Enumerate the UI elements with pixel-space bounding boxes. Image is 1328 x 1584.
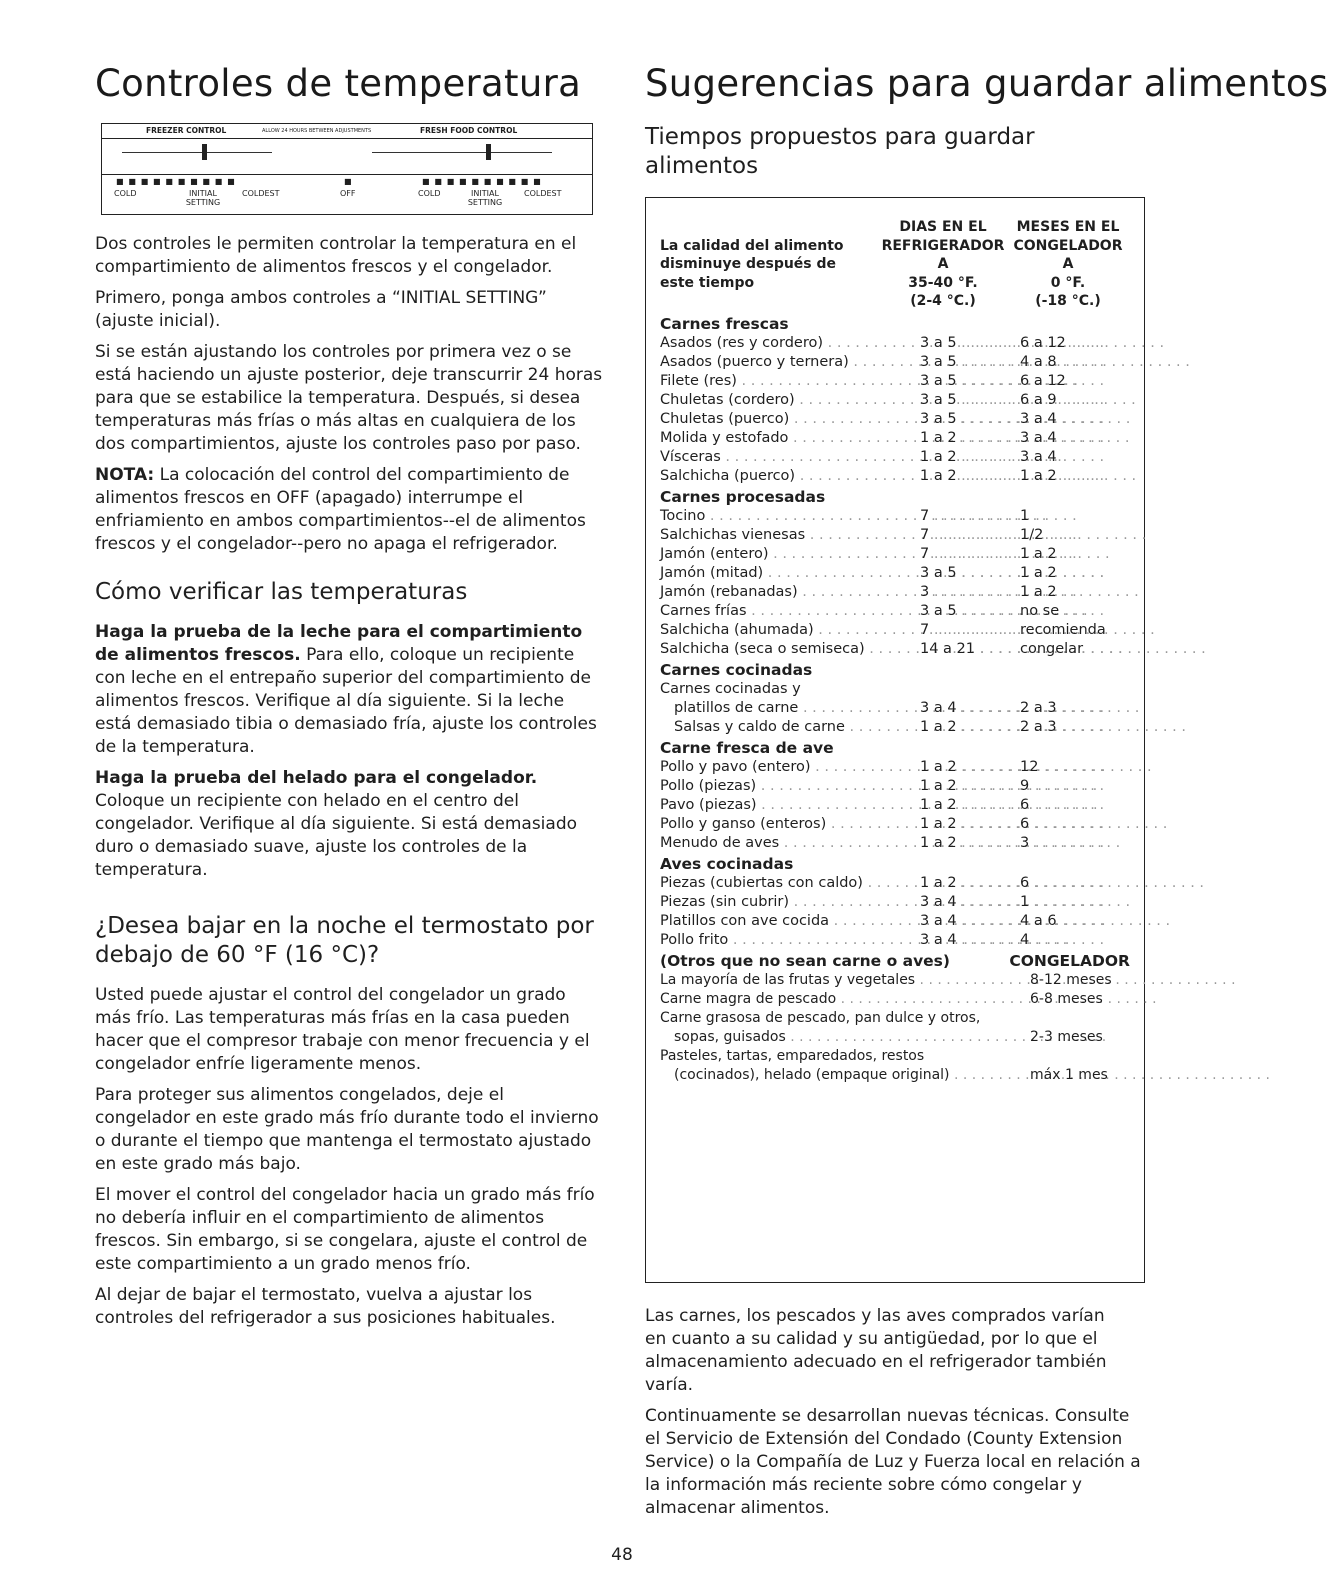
row-refrigerator: 1 a 2 . . .	[920, 874, 1020, 893]
table-row	[660, 640, 1130, 659]
row-freezer: 8-12 meses	[1030, 971, 1112, 988]
freezer-slider-knob[interactable]	[202, 144, 207, 160]
row-freezer: recomienda	[1020, 621, 1106, 638]
row-name: Pollo (piezas) . . .	[660, 777, 920, 796]
row-freezer: no se	[1020, 602, 1060, 619]
table-row	[660, 796, 1130, 815]
thermostat-paragraph-4: Al dejar de bajar el termostato, vuelva a ajustar los controles del refrigerador a sus posiciones habituales.	[95, 1285, 556, 1328]
ice-test-paragraph	[95, 767, 603, 882]
row-refrigerator: 7 . . .	[920, 507, 1020, 526]
control-scale	[102, 174, 592, 213]
header-col-refrigerator	[878, 218, 1008, 311]
verify-heading: Cómo verificar las temperaturas	[95, 579, 468, 605]
row-refrigerator: 1 a 2 . . .	[920, 467, 1020, 486]
row-freezer: 6 a 9	[1020, 391, 1057, 408]
row-refrigerator: 1 a 2 . . .	[920, 718, 1020, 737]
table-row	[660, 583, 1130, 602]
table-row	[660, 429, 1130, 448]
header-text: A	[1062, 256, 1074, 272]
table-body	[660, 315, 1130, 950]
section-title: Carnes procesadas	[660, 487, 826, 506]
row-name: (cocinados), helado (empaque original) . . .	[674, 1066, 1030, 1085]
thermostat-paragraph-2: Para proteger sus alimentos congelados, deje el congelador en este grado más frío durante todo el invierno o durante el tiempo que mantenga el termostato ajustado en este grado más bajo.	[95, 1085, 599, 1174]
table-row	[660, 448, 1130, 467]
table-row	[660, 912, 1130, 931]
header-text: La calidad del alimento	[660, 237, 844, 254]
table-row	[660, 1047, 1130, 1066]
row-name: Menudo de aves . . .	[660, 834, 920, 853]
table-row	[660, 893, 1130, 912]
fresh-cold-label: COLD	[418, 189, 441, 198]
fresh-scale-marks: ■ ■ ■ ■ ■ ■ ■ ■ ■ ■	[422, 177, 542, 186]
table-row	[660, 372, 1130, 391]
row-refrigerator: 7 . . .	[920, 526, 1020, 545]
table-row	[660, 410, 1130, 429]
row-name: Asados (res y cordero) . . .	[660, 334, 920, 353]
header-text: MESES EN EL	[1016, 219, 1120, 235]
row-name: Chuletas (puerco) . . .	[660, 410, 920, 429]
row-refrigerator: 1 a 2 . . .	[920, 815, 1020, 834]
row-freezer: 2-3 meses	[1030, 1028, 1103, 1045]
row-name: Asados (puerco y ternera) . . .	[660, 353, 920, 372]
table-row	[660, 874, 1130, 893]
row-name: Jamón (rebanadas) . . .	[660, 583, 920, 602]
row-freezer: 4	[1020, 931, 1030, 948]
table-row	[660, 990, 1130, 1009]
row-refrigerator: 1 a 2 . . .	[920, 429, 1020, 448]
nota-text: La colocación del control del compartimiento de alimentos frescos en OFF (apagado) interrumpe el enfriamiento en ambos compartimientos--el de alimentos frescos y el congelador--pero no apaga el refrigerador.	[95, 465, 586, 554]
section-title: Carne fresca de ave	[660, 738, 834, 757]
other-section-col: CONGELADOR	[1009, 951, 1130, 970]
freezer-cold-label: COLD	[114, 189, 137, 198]
header-text: DIAS EN EL	[899, 219, 987, 235]
row-freezer: 9	[1020, 777, 1030, 794]
header-text: 0 °F.	[1050, 274, 1086, 291]
table-header	[660, 218, 1130, 311]
row-refrigerator: 1 a 2 . . .	[920, 796, 1020, 815]
section-title: Carnes frescas	[660, 314, 789, 333]
header-text: este tiempo	[660, 274, 755, 291]
table-row	[660, 931, 1130, 950]
thermostat-paragraph-1: Usted puede ajustar el control del congelador un grado más frío. Las temperaturas más frías en la casa pueden hacer que el compresor trabaje con menor frecuencia y el congelador enfríe ligeramente menos.	[95, 985, 590, 1074]
table-row	[660, 334, 1130, 353]
row-freezer: 6	[1020, 874, 1030, 891]
control-header	[102, 124, 592, 139]
row-refrigerator: 3 . . .	[920, 583, 1020, 602]
row-name: Carnes cocinadas y	[660, 680, 801, 697]
table-row	[660, 1066, 1130, 1085]
row-freezer: 1 a 2	[1020, 564, 1057, 581]
table-row	[660, 971, 1130, 990]
header-text: A	[937, 256, 949, 272]
storage-subtitle: Tiempos propuestos para guardar alimentos	[645, 124, 1035, 179]
initial-setting-paragraph: Primero, ponga ambos controles a “INITIAL SETTING” (ajuste inicial).	[95, 288, 547, 331]
table-row	[660, 564, 1130, 583]
row-name: Salchicha (puerco) . . .	[660, 467, 920, 486]
row-freezer: 6	[1020, 815, 1030, 832]
row-freezer: 6	[1020, 796, 1030, 813]
table-row	[660, 777, 1130, 796]
row-freezer: 2 a 3	[1020, 718, 1057, 735]
milk-test-text: Para ello, coloque un recipiente con leche en el entrepaño superior del compartimiento de alimentos frescos. Verifique al día siguiente. Si la leche está demasiado tibia o demasiado fría, ajuste los controles de la temperatura.	[95, 645, 597, 757]
row-freezer: 1 a 2	[1020, 467, 1057, 484]
other-rows	[660, 971, 1130, 1009]
row-name: Salchicha (seca o semiseca) . . .	[660, 640, 920, 659]
row-name: Pollo y ganso (enteros) . . .	[660, 815, 920, 834]
table-row	[660, 699, 1130, 718]
row-refrigerator: 3 a 5 . . .	[920, 334, 1020, 353]
table-row	[660, 391, 1130, 410]
right-column	[645, 62, 1328, 1528]
table-row	[660, 545, 1130, 564]
row-name: Pollo y pavo (entero) . . .	[660, 758, 920, 777]
row-name: Platillos con ave cocida . . .	[660, 912, 920, 931]
row-freezer: congelar	[1020, 640, 1084, 657]
section-title: Carnes cocinadas	[660, 660, 813, 679]
section-title: Aves cocinadas	[660, 854, 794, 873]
row-refrigerator: 3 a 5 . . .	[920, 564, 1020, 583]
row-freezer: 4 a 6	[1020, 912, 1057, 929]
row-refrigerator: 3 a 5 . . .	[920, 372, 1020, 391]
row-refrigerator: 1 a 2 . . .	[920, 834, 1020, 853]
row-name: Chuletas (cordero) . . .	[660, 391, 920, 410]
adjust-paragraph: Si se están ajustando los controles por primera vez o se está haciendo un ajuste posterior, deje transcurrir 24 horas para que se estabilice la temperatura. Después, si desea temperaturas más frías o más altas en cualquiera de los dos compartimientos, ajuste los controles paso por paso.	[95, 342, 603, 454]
row-refrigerator: 3 a 5 . . .	[920, 410, 1020, 429]
row-freezer: 3 a 4	[1020, 448, 1057, 465]
row-freezer: 6 a 12	[1020, 334, 1066, 351]
row-freezer: 1	[1020, 893, 1030, 910]
row-refrigerator: 3 a 5 . . .	[920, 391, 1020, 410]
row-name: La mayoría de las frutas y vegetales . . .	[660, 971, 1030, 990]
row-freezer: 6-8 meses	[1030, 990, 1103, 1007]
table-row	[660, 507, 1130, 526]
extension-service-paragraph: Continuamente se desarrollan nuevas técnicas. Consulte el Servicio de Extensión del Condado (County Extension Service) o la Compañía de Luz y Fuerza local en relación a la información más reciente sobre cómo congelar y almacenar alimentos.	[645, 1406, 1141, 1518]
row-name: platillos de carne . . .	[674, 699, 920, 718]
header-text: (-18 °C.)	[1035, 293, 1101, 309]
control-diagram	[101, 123, 593, 215]
table-row	[660, 834, 1130, 853]
header-col-quality	[660, 218, 878, 311]
thermostat-paragraph-3: El mover el control del congelador hacia un grado más frío no debería influir en el compartimiento de alimentos frescos. Sin embargo, si se congelara, ajuste el control de este compartimiento a un grado menos frío.	[95, 1185, 595, 1274]
row-name: Salchicha (ahumada) . . .	[660, 621, 920, 640]
table-row	[660, 621, 1130, 640]
row-freezer: 6 a 12	[1020, 372, 1066, 389]
row-freezer: 3 a 4	[1020, 410, 1057, 427]
row-name: Vísceras . . .	[660, 448, 920, 467]
freezer-initial-label: INITIAL SETTING	[185, 189, 221, 207]
nota-label: NOTA:	[95, 465, 155, 485]
row-refrigerator: 3 a 5 . . .	[920, 602, 1020, 621]
row-refrigerator: 3 a 4 . . .	[920, 931, 1020, 950]
ice-test-title: Haga la prueba del helado para el congelador.	[95, 768, 538, 788]
fresh-slider-track	[372, 152, 552, 153]
row-name: Carne magra de pescado . . .	[660, 990, 1030, 1009]
row-name: Piezas (cubiertas con caldo) . . .	[660, 874, 920, 893]
ice-test-text: Coloque un recipiente con helado en el centro del congelador. Verifique al día siguiente. Si está demasiado duro o demasiado suave, ajuste los controles de la temperatura.	[95, 791, 578, 880]
table-row	[660, 602, 1130, 621]
row-freezer: 2 a 3	[1020, 699, 1057, 716]
row-name: Salchichas vienesas . . .	[660, 526, 920, 545]
table-row	[660, 467, 1130, 486]
left-column	[95, 62, 603, 1338]
table-row	[660, 526, 1130, 545]
row-name: Piezas (sin cubrir) . . .	[660, 893, 920, 912]
table-row	[660, 1009, 1130, 1028]
row-freezer: 4 a 8	[1020, 353, 1057, 370]
freezer-control-label: FREEZER CONTROL	[146, 126, 227, 135]
row-name: Tocino . . .	[660, 507, 920, 526]
table-row	[660, 353, 1130, 372]
milk-test-paragraph	[95, 621, 603, 759]
page-number: 48	[611, 1545, 633, 1565]
row-refrigerator: 7 . . .	[920, 621, 1020, 640]
quality-note-paragraph: Las carnes, los pescados y las aves comprados varían en cuanto a su calidad y su antigüedad, por lo que el almacenamiento adecuado en el refrigerador también varía.	[645, 1306, 1107, 1395]
row-name: Pollo frito . . .	[660, 931, 920, 950]
table-row	[660, 815, 1130, 834]
freezer-scale-marks: ■ ■ ■ ■ ■ ■ ■ ■ ■ ■	[116, 177, 236, 186]
intro-paragraph: Dos controles le permiten controlar la temperatura en el compartimiento de alimentos frescos y el congelador.	[95, 234, 577, 277]
row-refrigerator: 3 a 4 . . .	[920, 699, 1020, 718]
freezer-coldest-label: COLDEST	[242, 189, 280, 198]
row-freezer: 3	[1020, 834, 1030, 851]
header-text: CONGELADOR	[1013, 237, 1123, 254]
row-name: Jamón (mitad) . . .	[660, 564, 920, 583]
row-freezer: 1 a 2	[1020, 583, 1057, 600]
header-text	[660, 218, 878, 237]
table-row	[660, 718, 1130, 737]
fresh-initial-label: INITIAL SETTING	[467, 189, 503, 207]
other-section-title: (Otros que no sean carne o aves)	[660, 951, 950, 970]
row-refrigerator: 1 a 2 . . .	[920, 777, 1020, 796]
row-name: sopas, guisados . . .	[674, 1028, 1030, 1047]
row-freezer: 3 a 4	[1020, 429, 1057, 446]
row-refrigerator: 7 . . .	[920, 545, 1020, 564]
row-refrigerator: 1 a 2 . . .	[920, 448, 1020, 467]
header-text: REFRIGERADOR	[881, 237, 1005, 254]
header-text: disminuye después de	[660, 256, 837, 272]
row-freezer: 1/2	[1020, 526, 1044, 543]
row-freezer: 12	[1020, 758, 1039, 775]
row-name: Salsas y caldo de carne . . .	[674, 718, 920, 737]
header-text: (2-4 °C.)	[910, 293, 976, 309]
row-freezer: 1	[1020, 507, 1030, 524]
fresh-slider-knob[interactable]	[486, 144, 491, 160]
row-freezer: 1 a 2	[1020, 545, 1057, 562]
header-text: 35-40 °F.	[908, 274, 978, 291]
off-label: OFF	[340, 189, 356, 198]
row-name: Filete (res) . . .	[660, 372, 920, 391]
nota-paragraph	[95, 464, 603, 556]
row-refrigerator: 3 a 4 . . .	[920, 912, 1020, 931]
fresh-food-control-label: FRESH FOOD CONTROL	[420, 126, 518, 135]
header-col-freezer	[1008, 218, 1128, 311]
row-refrigerator: 1 a 2 . . .	[920, 758, 1020, 777]
row-refrigerator: 3 a 4 . . .	[920, 893, 1020, 912]
allow-note: ALLOW 24 HOURS BETWEEN ADJUSTMENTS	[262, 128, 372, 134]
row-name: Carne grasosa de pescado, pan dulce y otros,	[660, 1009, 981, 1026]
row-name: Carnes frías . . .	[660, 602, 920, 621]
off-mark: ■	[344, 177, 353, 186]
freezer-slider-track	[122, 152, 272, 153]
table-row	[660, 758, 1130, 777]
page-title-storage: Sugerencias para guardar alimentos	[645, 62, 1328, 105]
row-name: Molida y estofado . . .	[660, 429, 920, 448]
storage-table	[645, 197, 1145, 1283]
row-name: Pasteles, tartas, emparedados, restos	[660, 1047, 925, 1064]
milk-test-title: Haga la prueba de la leche para el compartimiento de alimentos frescos.	[95, 622, 583, 665]
page-title-controls: Controles de temperatura	[95, 62, 582, 105]
row-refrigerator: 3 a 5 . . .	[920, 353, 1020, 372]
row-refrigerator: 14 a 21 . . .	[920, 640, 1020, 659]
thermostat-heading: ¿Desea bajar en la noche el termostato por debajo de 60 °F (16 °C)?	[95, 913, 594, 968]
row-name: Pavo (piezas) . . .	[660, 796, 920, 815]
other-section-header	[660, 952, 1130, 971]
table-row	[660, 1028, 1130, 1047]
fresh-coldest-label: COLDEST	[524, 189, 562, 198]
row-name: Jamón (entero) . . .	[660, 545, 920, 564]
row-freezer: máx 1 mes	[1030, 1066, 1108, 1083]
